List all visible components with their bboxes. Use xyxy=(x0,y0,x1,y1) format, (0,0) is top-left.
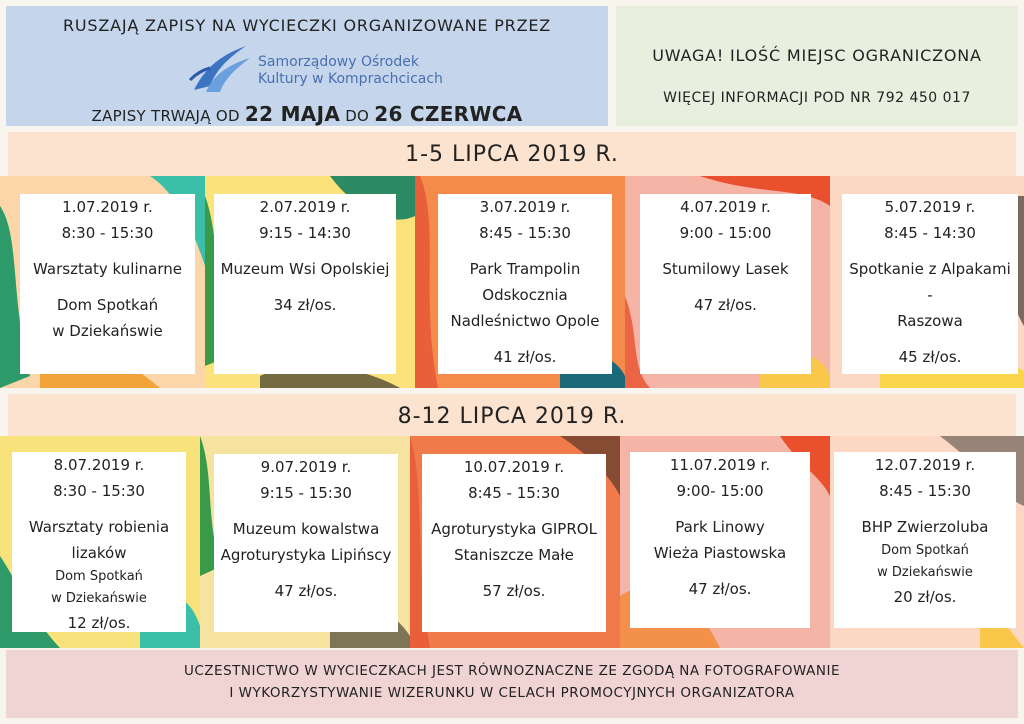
trip-name: Agroturystyka GIPROL xyxy=(431,520,597,538)
trip-name: BHP Zwierzoluba xyxy=(861,518,989,536)
registration-dates xyxy=(6,102,608,126)
trip-card-2-07 xyxy=(214,194,396,374)
trip-venue: Dom Spotkań xyxy=(55,569,143,584)
trip-date: 2.07.2019 r. xyxy=(259,198,351,216)
trip-name-line2: lizaków xyxy=(71,544,127,562)
trip-price: 41 zł/os. xyxy=(493,348,557,366)
organizer-name-line2: Kultury w Komprachcicach xyxy=(258,71,443,87)
trip-name-line3: Nadleśnictwo Opole xyxy=(450,312,600,330)
header-organizer-panel xyxy=(6,6,608,126)
dates-from: 22 MAJA xyxy=(244,102,341,126)
trip-name: Muzeum kowalstwa xyxy=(232,520,380,538)
header-notice-panel xyxy=(616,6,1018,126)
dates-mid: DO xyxy=(345,107,370,125)
trip-venue-location: w Dziekańswie xyxy=(52,322,163,340)
trip-price: 47 zł/os. xyxy=(274,582,338,600)
trip-name: Spotkanie z Alpakami - xyxy=(849,260,1011,304)
trip-card-3-07 xyxy=(438,194,612,374)
trip-time: 8:30 - 15:30 xyxy=(61,224,154,242)
trip-time: 9:00- 15:00 xyxy=(676,482,764,500)
trip-name-line2: Raszowa xyxy=(897,312,963,330)
trip-venue-location: w Dziekańswie xyxy=(51,591,147,606)
trip-name-line2: Wieża Piastowska xyxy=(653,544,787,562)
trip-time: 8:45 - 15:30 xyxy=(479,224,571,242)
limited-places-notice: UWAGA! ILOŚĆ MIEJSC OGRANICZONA xyxy=(652,46,982,65)
trip-price: 34 zł/os. xyxy=(273,296,337,314)
trip-time: 8:45 - 15:30 xyxy=(468,484,560,502)
consent-footer xyxy=(6,650,1018,718)
week1-title: 1-5 LIPCA 2019 R. xyxy=(8,132,1016,178)
trip-time: 9:15 - 15:30 xyxy=(260,484,352,502)
trip-date: 12.07.2019 r. xyxy=(874,456,976,474)
dates-to: 26 CZERWCA xyxy=(374,102,523,126)
trip-time: 8:45 - 15:30 xyxy=(879,482,971,500)
trip-venue: Dom Spotkań xyxy=(881,543,969,558)
trip-date: 11.07.2019 r. xyxy=(669,456,771,474)
trip-card-4-07 xyxy=(640,194,811,374)
trip-date: 10.07.2019 r. xyxy=(463,458,565,476)
trip-card-11-07 xyxy=(630,452,810,628)
trip-name: Park Trampolin xyxy=(469,260,581,278)
trip-date: 9.07.2019 r. xyxy=(260,458,352,476)
trip-price: 47 zł/os. xyxy=(694,296,757,314)
header-title: RUSZAJĄ ZAPISY NA WYCIECZKI ORGANIZOWANE PRZEZ xyxy=(62,16,552,35)
trip-date: 1.07.2019 r. xyxy=(62,198,153,216)
trip-venue: Dom Spotkań xyxy=(56,296,159,314)
organizer-name-line1: Samorządowy Ośrodek xyxy=(258,54,419,70)
trip-price: 57 zł/os. xyxy=(482,582,546,600)
trip-name: Warsztaty robienia xyxy=(28,518,170,536)
trip-card-9-07 xyxy=(214,454,398,632)
trip-venue-location: w Dziekańswie xyxy=(877,565,973,580)
trip-time: 9:15 - 14:30 xyxy=(259,224,351,242)
bird-logo-icon xyxy=(188,40,254,96)
trip-price: 20 zł/os. xyxy=(893,588,957,606)
trip-price: 45 zł/os. xyxy=(898,348,962,366)
trip-date: 4.07.2019 r. xyxy=(680,198,771,216)
trip-name-line2: Odskocznia xyxy=(482,286,568,304)
trip-date: 5.07.2019 r. xyxy=(884,198,976,216)
consent-line1: UCZESTNICTWO W WYCIECZKACH JEST RÓWNOZNACZNE ZE ZGODĄ NA FOTOGRAFOWANIE xyxy=(184,663,840,679)
trip-card-8-07 xyxy=(12,452,186,632)
trip-card-10-07 xyxy=(422,454,606,632)
trip-name: Park Linowy xyxy=(675,518,765,536)
trip-name-line2: Agroturystyka Lipińscy xyxy=(220,546,392,564)
trip-card-12-07 xyxy=(834,452,1016,628)
organizer-logo xyxy=(188,40,458,96)
trip-time: 9:00 - 15:00 xyxy=(679,224,772,242)
week2-title: 8-12 LIPCA 2019 R. xyxy=(8,394,1016,440)
trip-card-5-07 xyxy=(842,194,1018,374)
consent-line2: I WYKORZYSTYWANIE WIZERUNKU W CELACH PROMOCYJNYCH ORGANIZATORA xyxy=(229,685,795,701)
dates-prefix: ZAPISY TRWAJĄ OD xyxy=(91,107,240,125)
trip-date: 3.07.2019 r. xyxy=(479,198,571,216)
trip-date: 8.07.2019 r. xyxy=(53,456,145,474)
trip-time: 8:45 - 14:30 xyxy=(884,224,976,242)
trip-name: Muzeum Wsi Opolskiej xyxy=(220,260,390,278)
info-phone: WIĘCEJ INFORMACJI POD NR 792 450 017 xyxy=(663,90,971,106)
trip-price: 47 zł/os. xyxy=(688,580,752,598)
trip-name: Warsztaty kulinarne xyxy=(33,260,182,278)
trip-price: 12 zł/os. xyxy=(67,614,131,632)
trip-name: Stumilowy Lasek xyxy=(662,260,789,278)
trip-time: 8:30 - 15:30 xyxy=(53,482,145,500)
trip-name-line2: Staniszcze Małe xyxy=(454,546,574,564)
organizer-name xyxy=(258,54,443,88)
trip-card-1-07 xyxy=(20,194,195,374)
